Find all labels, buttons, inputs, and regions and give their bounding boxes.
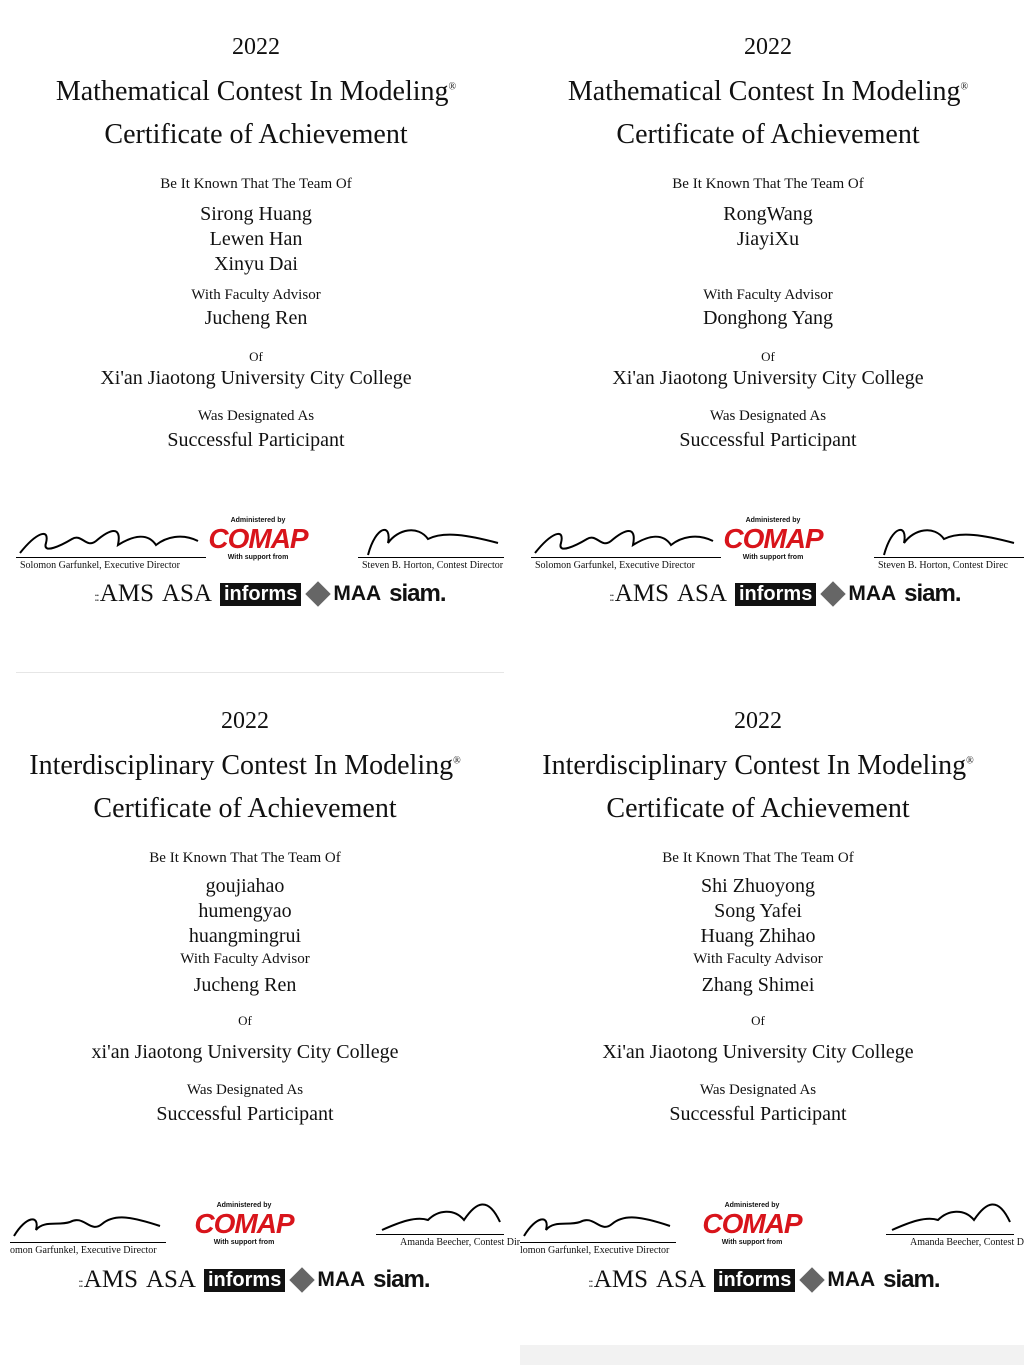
certificate-subtitle: Certificate of Achievement: [616, 119, 920, 150]
left-signature: [16, 515, 206, 575]
signature-scribble: [886, 1192, 1016, 1237]
signature-scribble: [531, 515, 721, 560]
institution-name: Xi'an Jiaotong University City College: [602, 1041, 914, 1063]
advisor-label: With Faculty Advisor: [693, 951, 823, 967]
certificate-year: 2022: [734, 708, 782, 734]
siam-logo: siam.: [389, 580, 446, 607]
team-member: Sirong Huang: [200, 203, 312, 225]
left-signature: [531, 515, 721, 575]
team-label: Be It Known That The Team Of: [149, 850, 341, 866]
left-signer-caption: omon Garfunkel, Executive Director: [10, 1245, 157, 1256]
contest-title: Interdisciplinary Contest In Modeling®: [542, 750, 974, 781]
left-signature: [520, 1200, 680, 1260]
support-label: With support from: [721, 1239, 783, 1246]
maa-icon: [821, 581, 846, 606]
sponsor-logos: [78, 1264, 438, 1296]
signature-scribble: [10, 1200, 170, 1245]
designation: Successful Participant: [669, 1103, 847, 1125]
contest-title: Interdisciplinary Contest In Modeling®: [29, 750, 461, 781]
asa-logo: ASA: [676, 580, 727, 607]
comap-logo: COMAP: [208, 523, 308, 554]
right-signature: [376, 1192, 521, 1252]
team-member: RongWang: [723, 203, 813, 225]
certificate-year: 2022: [221, 708, 269, 734]
institution-name: Xi'an Jiaotong University City College: [100, 367, 412, 389]
institution-name: Xi'an Jiaotong University City College: [612, 367, 924, 389]
administered-by-label: Administered by: [216, 1202, 272, 1209]
left-signer-caption: Solomon Garfunkel, Executive Director: [20, 560, 180, 571]
asa-logo: ASA: [145, 1266, 196, 1293]
ams-logo: ::AMS: [94, 580, 154, 607]
certificate-subtitle: Certificate of Achievement: [606, 793, 910, 824]
institution-name: xi'an Jiaotong University City College: [91, 1041, 399, 1063]
support-label: With support from: [227, 554, 289, 561]
siam-logo: siam.: [904, 580, 961, 607]
divider: [16, 672, 504, 673]
team-member: humengyao: [198, 900, 292, 922]
designation-label: Was Designated As: [709, 408, 827, 424]
certificate-mcm-1: [0, 0, 512, 682]
maa-logo: MAA: [309, 582, 381, 606]
right-signature: [886, 1192, 1024, 1252]
right-signature: [358, 515, 508, 575]
right-signer-caption: Steven B. Horton, Contest Director: [362, 560, 504, 571]
advisor-label: With Faculty Advisor: [703, 287, 833, 303]
maa-logo: MAA: [824, 582, 896, 606]
team-member: goujiahao: [205, 875, 285, 897]
of-label: Of: [249, 349, 263, 364]
support-label: With support from: [213, 1239, 275, 1246]
certificate-year: 2022: [744, 34, 792, 60]
advisor-label: With Faculty Advisor: [191, 287, 321, 303]
ams-logo: ::AMS: [588, 1266, 648, 1293]
informs-logo: informs: [735, 583, 816, 606]
signature-scribble: [376, 1192, 506, 1237]
team-label: Be It Known That The Team Of: [160, 176, 352, 192]
right-signer-caption: Amanda Beecher, Contest Dir: [400, 1237, 521, 1248]
maa-icon: [800, 1267, 825, 1292]
ams-logo: ::AMS: [78, 1266, 138, 1293]
right-signer-caption: Amanda Beecher, Contest D: [910, 1237, 1024, 1248]
asa-logo: ASA: [161, 580, 212, 607]
of-label: Of: [761, 349, 775, 364]
left-signer-caption: lomon Garfunkel, Executive Director: [520, 1245, 670, 1256]
ams-logo: ::AMS: [609, 580, 669, 607]
signature-scribble: [16, 515, 206, 560]
administered-by-label: Administered by: [724, 1202, 780, 1209]
siam-logo: siam.: [883, 1266, 940, 1293]
advisor-name: Jucheng Ren: [204, 307, 308, 329]
comap-logo: COMAP: [702, 1208, 802, 1239]
maa-logo: MAA: [803, 1268, 875, 1292]
comap-logo: COMAP: [723, 523, 823, 554]
team-member: Shi Zhuoyong: [701, 875, 815, 897]
team-member: Huang Zhihao: [700, 925, 816, 947]
sponsor-logos: [94, 578, 454, 610]
contest-title: Mathematical Contest In Modeling®: [55, 76, 457, 107]
designation: Successful Participant: [679, 429, 857, 451]
team-member: Song Yafei: [714, 900, 802, 922]
siam-logo: siam.: [373, 1266, 430, 1293]
comap-logo-block: [194, 1202, 294, 1266]
right-signature: [874, 515, 1024, 575]
support-label: With support from: [742, 554, 804, 561]
team-member: Lewen Han: [209, 228, 303, 250]
advisor-name: Donghong Yang: [702, 307, 834, 329]
page-edge-strip: [520, 1345, 1024, 1365]
designation-label: Was Designated As: [197, 408, 315, 424]
advisor-name: Zhang Shimei: [701, 974, 815, 996]
contest-title: Mathematical Contest In Modeling®: [567, 76, 969, 107]
maa-icon: [290, 1267, 315, 1292]
designation-label: Was Designated As: [699, 1082, 817, 1098]
administered-by-label: Administered by: [745, 517, 801, 524]
right-signer-caption: Steven B. Horton, Contest Direc: [878, 560, 1008, 571]
informs-logo: informs: [714, 1269, 795, 1292]
designation: Successful Participant: [167, 429, 345, 451]
team-label: Be It Known That The Team Of: [672, 176, 864, 192]
informs-logo: informs: [204, 1269, 285, 1292]
designation: Successful Participant: [156, 1103, 334, 1125]
certificate-icm-1: [0, 682, 521, 1364]
advisor-name: Jucheng Ren: [193, 974, 297, 996]
comap-logo: COMAP: [194, 1208, 294, 1239]
team-member: JiayiXu: [736, 228, 800, 250]
sponsor-logos: [609, 578, 969, 610]
signature-scribble: [520, 1200, 680, 1245]
team-member: Xinyu Dai: [214, 253, 298, 275]
comap-logo-block: [723, 517, 823, 581]
certificate-icm-2: [512, 682, 1024, 1364]
of-label: Of: [751, 1013, 765, 1028]
signature-scribble: [874, 515, 1024, 560]
comap-logo-block: [702, 1202, 802, 1266]
certificate-year: 2022: [232, 34, 280, 60]
designation-label: Was Designated As: [186, 1082, 304, 1098]
of-label: Of: [238, 1013, 252, 1028]
team-member: huangmingrui: [188, 925, 302, 947]
left-signature: [10, 1200, 170, 1260]
asa-logo: ASA: [655, 1266, 706, 1293]
certificate-subtitle: Certificate of Achievement: [93, 793, 397, 824]
certificate-mcm-2: [512, 0, 1024, 682]
maa-logo: MAA: [293, 1268, 365, 1292]
left-signer-caption: Solomon Garfunkel, Executive Director: [535, 560, 695, 571]
certificate-subtitle: Certificate of Achievement: [104, 119, 408, 150]
maa-icon: [306, 581, 331, 606]
comap-logo-block: [208, 517, 308, 581]
signature-scribble: [358, 515, 508, 560]
administered-by-label: Administered by: [230, 517, 286, 524]
informs-logo: informs: [220, 583, 301, 606]
advisor-label: With Faculty Advisor: [180, 951, 310, 967]
sponsor-logos: [588, 1264, 948, 1296]
team-label: Be It Known That The Team Of: [662, 850, 854, 866]
